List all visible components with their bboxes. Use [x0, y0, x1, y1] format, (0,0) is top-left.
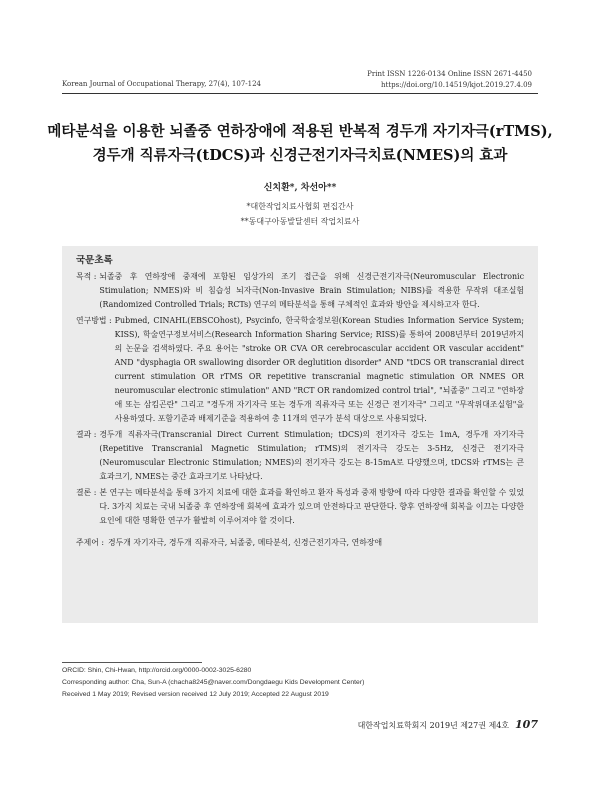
section-label: 결론 : — [76, 488, 97, 497]
section-label: 결과 : — [76, 430, 97, 439]
footnote-corresponding: Corresponding author: Cha, Sun-A (chacha8245@naver.com/Dongdaegu Kids Development Center) — [62, 679, 365, 686]
paper-title — [40, 120, 560, 168]
affiliation-1: *대한작업치료사협회 편집간사 — [246, 202, 354, 211]
keywords — [76, 536, 524, 550]
issn: Print ISSN 1226-0134 Online ISSN 2671-4450 — [367, 70, 532, 78]
section-text: 본 연구는 메타분석을 통해 3가지 치료에 대한 효과를 확인하고 환자 특성과 중재 방향에 따라 다양한 결과를 확인할 수 있었다. 3가지 치료는 국내 뇌졸중 후 연하장애 회복에 효과가 있으며 안전하다고 판단한다. 향후 연하장애 회복을 이끄는 다양한 요인에 대한 명확한 연구가 활발히 이루어져야 할 것이다. — [99, 488, 524, 525]
header-rule — [62, 93, 538, 94]
footnote-received: Received 1 May 2019; Revised version received 12 July 2019; Accepted 22 August 2019 — [62, 691, 329, 698]
footnote-orcid: ORCID: Shin, Chi-Hwan, http://orcid.org/0000-0002-3025-6280 — [62, 667, 252, 674]
section-label: 연구방법 : — [76, 316, 112, 325]
authors: 신치환*, 차선아** — [263, 183, 337, 193]
page-footer — [358, 718, 538, 731]
abstract-results — [76, 428, 524, 484]
affiliation-2: **동대구아동발달센터 작업치료사 — [240, 217, 360, 226]
footer-journal: 대한작업치료학회지 2019년 제27권 제4호 — [357, 721, 510, 730]
section-text: 뇌졸중 후 연하장애 중재에 포함된 임상가의 조기 접근을 위해 신경근전기자극(Neuromuscular Electronic Stimulation; NMES)와 비 침습성 뇌자극(Non-Invasive Brain Stimulation; NIBS)를 적용한 무작위 대조실험(Randomized Controlled Trials; RCTs) 연구의 메타분석을 통해 구체적인 효과와 방안을 제시하고자 한다. — [99, 272, 524, 309]
journal-citation: Korean Journal of Occupational Therapy, 27(4), 107-124 — [62, 80, 262, 88]
section-label: 목적 : — [76, 272, 97, 281]
abstract-conclusion — [76, 486, 524, 528]
abstract-purpose — [76, 270, 524, 312]
title-line-2: 경두개 직류자극(tDCS)과 신경근전기자극치료(NMES)의 효과 — [92, 147, 508, 164]
keywords-text: 경두개 자기자극, 경두개 직류자극, 뇌졸중, 메타분석, 신경근전기자극, 연하장애 — [108, 538, 383, 547]
abstract-heading: 국문초록 — [76, 255, 113, 266]
section-text: Pubmed, CINAHL(EBSCOhost), Psycinfo, 한국학술정보원(Korean Studies Information Service System; KISS), 학술연구정보서비스(Research Information Sharing Service; RISS)를 통하여 2008년부터 2019년까지의 논문을 검색하였다. 주요 용어는 "stroke OR CVA OR cerebrocascular accident OR vascular accident" AND "dysphagia OR swallowing disorder OR deglutition disorder" AND "tDCS OR transcranial direct current stimulation OR rTMS OR repetitive transcranial magnetic stimulation OR NMES OR neuromuscular electronic stimulation" AND "RCT OR randomized control trial", "뇌졸중" 그리고 "연하장애 또는 삼킴곤란" 그리고 "경두개 자기자극 또는 경두개 직류자극 또는 신경근 전기자극" 그리고 "무작위대조실험"을 사용하였다. 포함기준과 배제기준을 적용하여 총 11개의 연구가 분석 대상으로 사용되었다. — [114, 316, 524, 423]
section-text: 경두개 직류자극(Transcranial Direct Current Stimulation; tDCS)의 전기자극 강도는 1mA, 경두개 자기자극(Repetitive Transcranial Magnetic Stimulation; rTMS)의 전기자극 강도는 3-5Hz, 신경근 전기자극(Neuromuscular Electronic Stimulation; NMES)의 전기자극 강도는 8-15mA로 다양했으며, tDCS와 rTMS는 큰 효과크기, NMES는 중간 효과크기로 나타났다. — [99, 430, 524, 481]
doi-link[interactable]: https://doi.org/10.14519/kjot.2019.27.4.09 — [380, 81, 532, 89]
issn-doi-block — [367, 69, 532, 91]
keywords-label: 주제어 : — [76, 538, 105, 547]
footnote-separator — [62, 662, 202, 663]
title-line-1: 메타분석을 이용한 뇌졸중 연하장애에 적용된 반복적 경두개 자기자극(rTMS), — [47, 123, 553, 140]
page-number: 107 — [515, 718, 538, 731]
abstract-methods — [76, 314, 524, 426]
abstract-box — [62, 246, 538, 623]
